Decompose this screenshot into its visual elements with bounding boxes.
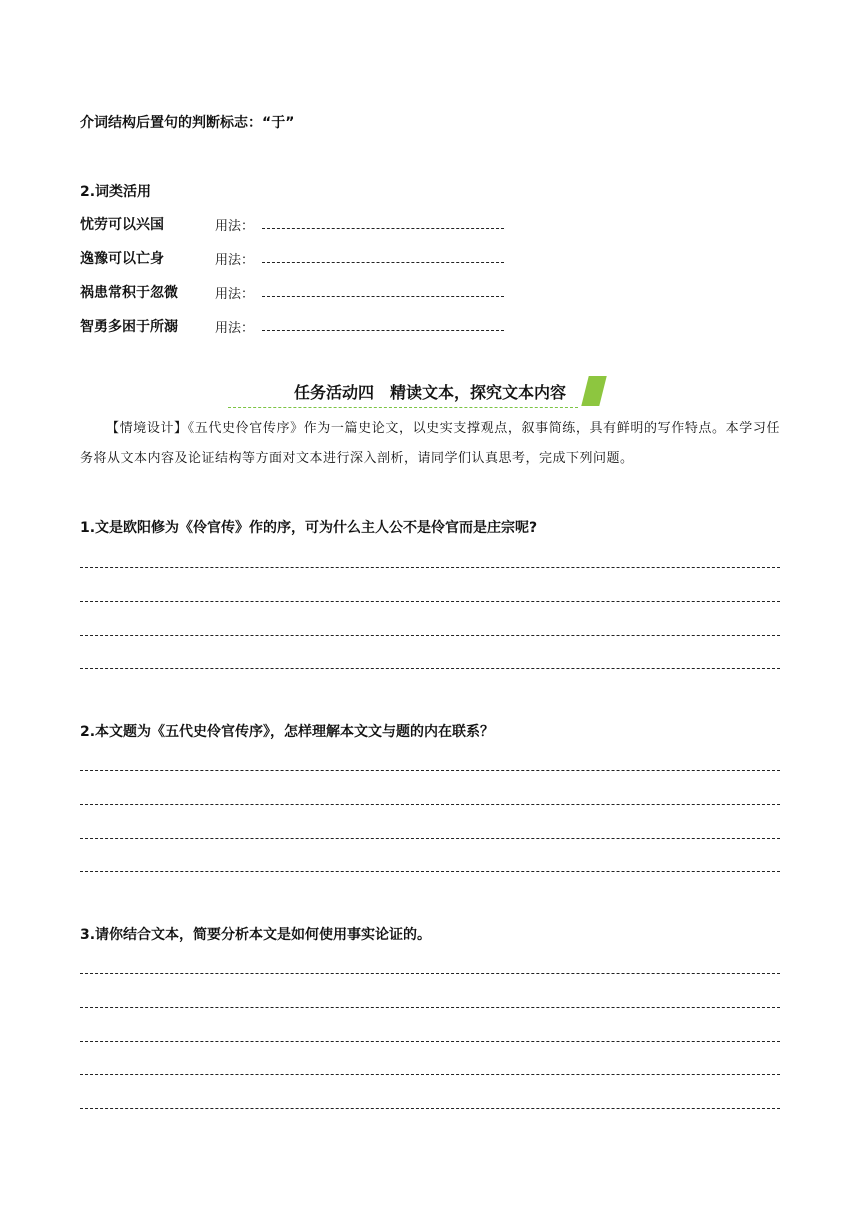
- answer-line-3-5[interactable]: [80, 1108, 780, 1109]
- answer-line-1-2[interactable]: [80, 601, 780, 602]
- phrase-4: 智勇多困于所溺: [80, 319, 178, 335]
- answer-line-3-1[interactable]: [80, 973, 780, 974]
- question-1: 1.文是欧阳修为《伶官传》作的序，可为什么主人公不是伶官而是庄宗呢?: [80, 520, 538, 536]
- question-3: 3.请你结合文本，简要分析本文是如何使用事实论证的。: [80, 927, 432, 943]
- phrase-3: 祸患常积于忽微: [80, 285, 178, 301]
- question-2: 2.本文题为《五代史伶官传序》，怎样理解本文文与题的内在联系？: [80, 724, 495, 740]
- usage-blank-2[interactable]: [262, 262, 504, 263]
- usage-label-2: 用法：: [215, 253, 255, 268]
- answer-line-3-4[interactable]: [80, 1074, 780, 1075]
- preposition-note: 介词结构后置句的判断标志：“于”: [80, 115, 295, 131]
- section-title-word-class: 2.词类活用: [80, 184, 152, 200]
- phrase-1: 忧劳可以兴国: [80, 217, 164, 233]
- answer-line-2-3[interactable]: [80, 838, 780, 839]
- task-intro: 【情境设计】《五代史伶官传序》作为一篇史论文，以史实支撑观点，叙事简练，具有鲜明的写作特点。本学习任务将从文本内容及论证结构等方面对文本进行深入剖析，请同学们认真思考，完成下列问题。: [80, 421, 780, 466]
- answer-line-2-4[interactable]: [80, 871, 780, 872]
- task-heading: 任务活动四 精读文本，探究文本内容: [293, 383, 566, 402]
- usage-label-4: 用法：: [215, 321, 255, 336]
- usage-label-1: 用法：: [215, 219, 255, 234]
- answer-line-1-3[interactable]: [80, 635, 780, 636]
- answer-line-2-1[interactable]: [80, 770, 780, 771]
- answer-line-3-2[interactable]: [80, 1007, 780, 1008]
- usage-blank-3[interactable]: [262, 296, 504, 297]
- answer-line-3-3[interactable]: [80, 1041, 780, 1042]
- usage-blank-1[interactable]: [262, 228, 504, 229]
- heading-underline: [228, 407, 578, 408]
- usage-label-3: 用法：: [215, 287, 255, 302]
- phrase-2: 逸豫可以亡身: [80, 251, 164, 267]
- answer-line-2-2[interactable]: [80, 804, 780, 805]
- answer-line-1-1[interactable]: [80, 567, 780, 568]
- usage-blank-4[interactable]: [262, 330, 504, 331]
- answer-line-1-4[interactable]: [80, 668, 780, 669]
